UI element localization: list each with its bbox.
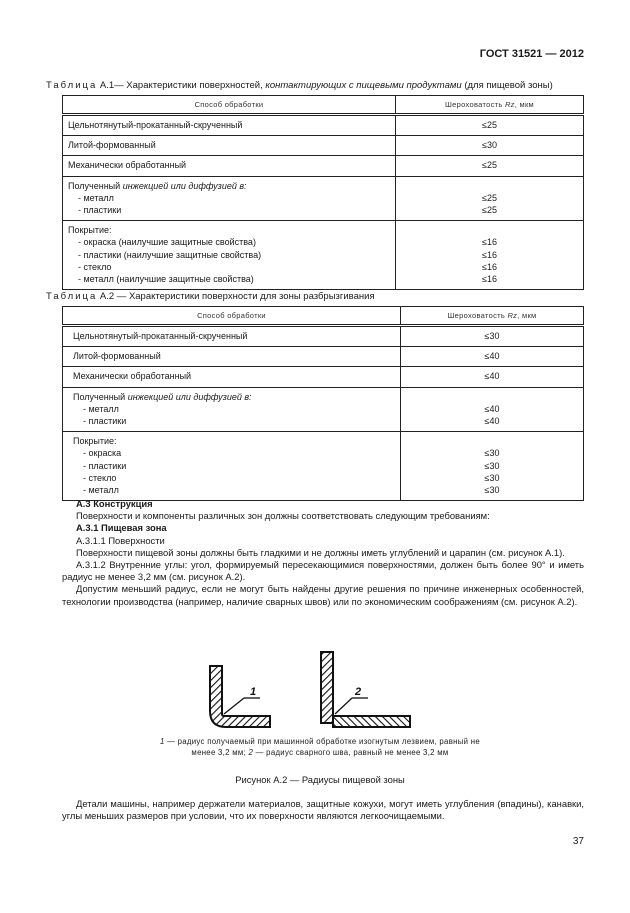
roughness-cell: ≤40: [401, 347, 584, 367]
table-a2: [62, 306, 584, 501]
table-row-group-injection: [63, 176, 584, 221]
paragraph: Детали машины, например держатели материалов, защитные кожухи, могут иметь углубления (впадины), канавки, углы меньших размеров при условии, что их поверхности являются легкоочищаемыми.: [62, 798, 584, 822]
welded-corner-profile: [321, 652, 410, 727]
table-row: [63, 136, 584, 156]
sub-item: - окраска (наилучшие защитные свойства): [78, 237, 256, 248]
method-cell: Полученный инжекцией или диффузией в: - металл - пластики: [63, 176, 396, 221]
table-row: [63, 156, 584, 176]
roughness-cell: ≤25: [396, 115, 584, 136]
paragraph: Поверхности пищевой зоны должны быть гладкими и не должны иметь углублений и царапин (см. рисунок А.1).: [76, 546, 565, 558]
caption-text-suffix: (для пищевой зоны): [464, 80, 553, 91]
column-header-roughness: Шероховатость Rz, мкм: [401, 307, 584, 326]
caption-text: Характеристики поверхности для зоны разбрызгивания: [128, 291, 375, 302]
caption-prefix: Таблица: [46, 80, 98, 91]
sub-item: - стекло: [78, 261, 112, 272]
roughness-cell: ≤25 ≤25: [396, 176, 584, 221]
caption-prefix: Таблица: [46, 291, 98, 302]
table-row-group-coating: [63, 221, 584, 290]
sub-item: - пластики (наилучшие защитные свойства): [78, 249, 262, 260]
sub-item: - стекло: [83, 472, 117, 483]
method-cell: Цельнотянутый-прокатанный-скрученный: [63, 115, 396, 136]
table-row-group-coating: [63, 432, 584, 501]
table-a2-caption: [46, 291, 375, 302]
paragraph: А.3.1.2 Внутренние углы: угол, формируемый пересекающимися поверхностями, должен быть более 90° и иметь радиус не менее 3,2 мм (см. рисунок А.2).: [62, 559, 584, 583]
roughness-cell: ≤30: [401, 326, 584, 347]
section-heading: А.3 Конструкция: [76, 498, 153, 509]
method-cell: Литой-формованный: [63, 347, 401, 367]
label-2: 2: [355, 686, 362, 698]
figure-a2-corner-radii: [200, 648, 420, 732]
caption-text: Характеристики поверхностей,: [126, 80, 263, 91]
roughness-cell: ≤25: [396, 156, 584, 176]
method-cell: Литой-формованный: [63, 136, 396, 156]
roughness-cell: ≤40: [401, 367, 584, 387]
section-a3: [62, 498, 584, 608]
page-number: 37: [572, 836, 584, 847]
caption-number: А.2 —: [99, 291, 127, 302]
table-a1-caption: [46, 80, 553, 91]
label-1: 1: [250, 686, 257, 698]
method-cell: Механически обработанный: [63, 156, 396, 176]
sub-item: - пластики: [83, 460, 127, 471]
leader-line-2: [335, 698, 352, 714]
table-header-row: [63, 96, 584, 115]
column-header-method: Способ обработки: [63, 307, 401, 326]
section-intro: Поверхности и компоненты различных зон должны соответствовать следующим требованиям:: [76, 510, 490, 522]
method-cell: Цельнотянутый-прокатанный-скрученный: [63, 326, 401, 347]
figure-legend: 1 — радиус получаемый при машинной обработке изогнутым лезвием, равный не менее 3,2 мм; 2 — радиус сварного шва, равный не менее 3,2 мм: [159, 737, 481, 757]
roughness-cell: ≤30: [396, 136, 584, 156]
table-row: [63, 367, 584, 387]
method-cell: Механически обработанный: [63, 367, 401, 387]
subsection-heading: А.3.1 Пищевая зона: [76, 522, 167, 534]
method-cell: Полученный инжекцией или диффузией в: - металл - пластики: [63, 387, 401, 432]
leader-line-1: [224, 698, 244, 714]
sub-item: - окраска: [83, 448, 122, 459]
sub-item: - металл: [78, 192, 114, 203]
sub-item: - металл (наилучшие защитные свойства): [78, 274, 254, 285]
item-heading: А.3.1.1 Поверхности: [76, 534, 165, 546]
paragraph: Допустим меньший радиус, если не могут быть найдены другие решения по причине инженерных особенностей, технологии производства (например, наличие сварных швов) или по экономическим соображениям (см. рисунок А.2).: [62, 583, 584, 607]
sub-item: - металл: [83, 403, 119, 414]
roughness-cell: ≤40 ≤40: [401, 387, 584, 432]
column-header-roughness: Шероховатость Rz, мкм: [396, 96, 584, 115]
figure-caption: Рисунок А.2 — Радиусы пищевой зоны: [235, 774, 405, 785]
table-row: [63, 326, 584, 347]
table-header-row: [63, 307, 584, 326]
roughness-cell: ≤30 ≤30 ≤30 ≤30: [401, 432, 584, 501]
table-row: [63, 115, 584, 136]
document-header: ГОСТ 31521 — 2012: [479, 48, 584, 60]
sub-item: - пластики: [78, 205, 122, 216]
sub-item: - пластики: [83, 416, 127, 427]
table-row: [63, 347, 584, 367]
method-cell: Покрытие: - окраска (наилучшие защитные свойства) - пластики (наилучшие защитные свойства) - стекло - металл (наилучшие защитные свойства): [63, 221, 396, 290]
bent-corner-profile: [210, 666, 270, 727]
closing-section: [62, 798, 584, 822]
roughness-cell: ≤16 ≤16 ≤16 ≤16: [396, 221, 584, 290]
method-cell: Покрытие: - окраска - пластики - стекло - металл: [63, 432, 401, 501]
table-row-group-injection: [63, 387, 584, 432]
sub-item: - металл: [83, 485, 119, 496]
caption-number: А.1—: [99, 80, 124, 91]
caption-italic: контактирующих с пищевыми продуктами: [265, 80, 462, 91]
table-a1: [62, 95, 584, 290]
column-header-method: Способ обработки: [63, 96, 396, 115]
